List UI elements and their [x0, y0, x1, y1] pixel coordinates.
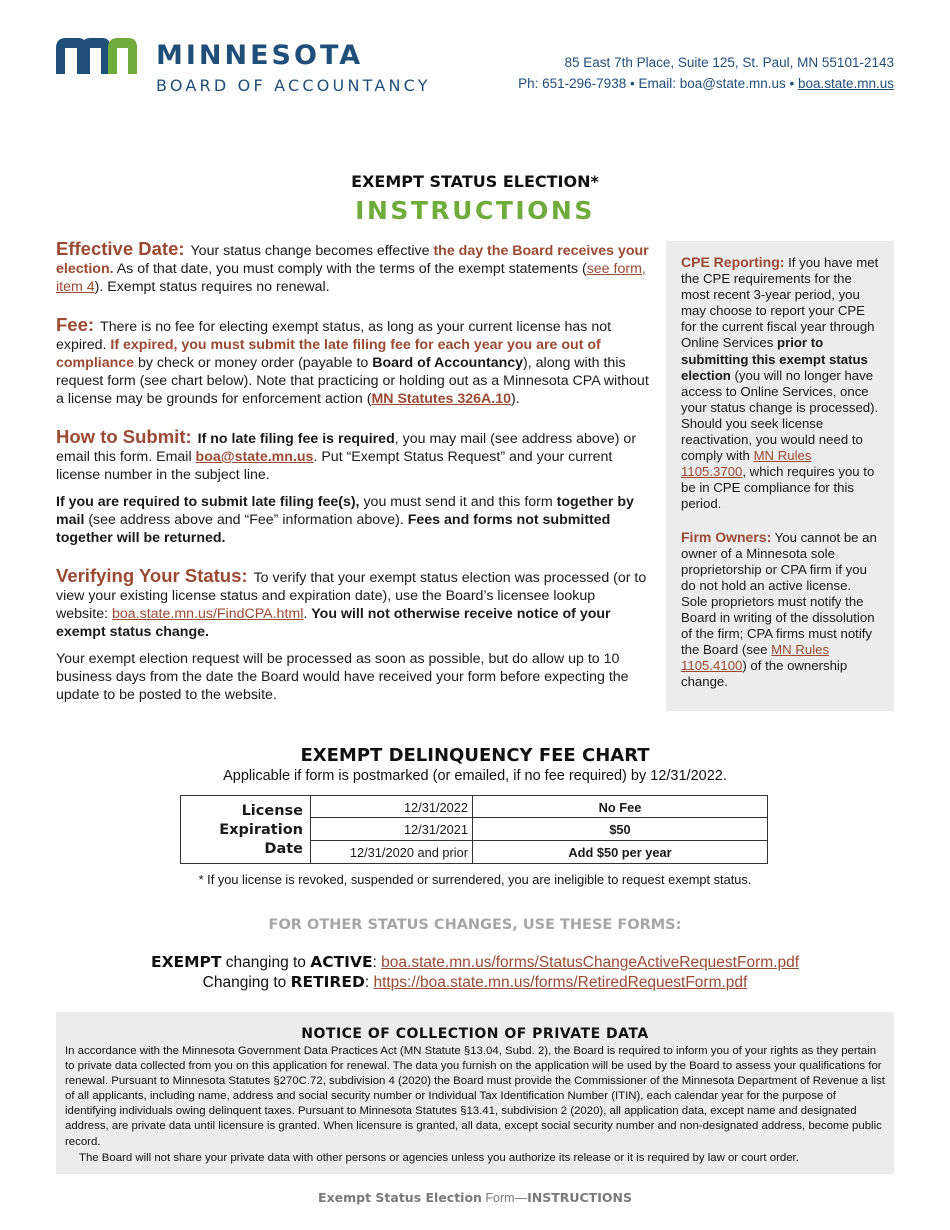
fee-heading: Fee:	[56, 314, 95, 335]
emphasis: RETIRED	[290, 973, 365, 991]
text: Your status change becomes effective	[190, 243, 434, 259]
text: , you may mail (see address above) or email this form. Email	[56, 431, 637, 465]
emphasis: If you are required to submit late filing fee(s),	[56, 494, 360, 510]
logo-subtitle: BOARD OF ACCOUNTANCY	[156, 76, 431, 95]
text: :	[364, 974, 374, 991]
expiration-date-cell: 12/31/2022	[311, 796, 473, 817]
fee-chart-subtitle: Applicable if form is postmarked (or emailed, if no fee required) by 12/31/2022.	[223, 768, 727, 784]
text: by check or money order (payable to	[134, 355, 373, 371]
verify-paragraph	[56, 567, 650, 641]
emphasis: ACTIVE	[310, 953, 373, 971]
phone-email: Ph: 651-296-7938 • Email: boa@state.mn.us •	[518, 76, 798, 91]
active-form-line	[0, 953, 950, 972]
logo-title: MINNESOTA	[156, 40, 364, 71]
label-line: Date	[264, 841, 303, 857]
emphasis: If no late filing fee is required	[197, 431, 395, 447]
table-row	[311, 796, 767, 818]
notice-paragraph: The Board will not share your private data with other persons or agencies unless you authorize its release or it is required by law or court order.	[79, 1151, 799, 1164]
text: .	[303, 606, 312, 622]
verify-status-section	[56, 567, 650, 704]
sidebar	[666, 241, 894, 711]
text: , which requires you to be in CPE compliance for this period.	[681, 464, 875, 512]
doc-title: EXEMPT STATUS ELECTION*	[351, 172, 599, 191]
text: ). Exempt status requires no renewal.	[94, 279, 330, 295]
retired-request-form-link[interactable]: https://boa.state.mn.us/forms/RetiredRequestForm.pdf	[373, 974, 748, 991]
how-to-submit-section	[56, 428, 650, 547]
cpe-reporting-paragraph	[681, 254, 880, 513]
emphasis: If expired, you must submit the late filing fee for each year you are out of compliance	[56, 337, 601, 371]
doc-subtitle: INSTRUCTIONS	[355, 196, 595, 225]
mn-rules-3700-link[interactable]: MN Rules 1105.3700	[681, 448, 812, 480]
phone-email-line	[518, 73, 894, 94]
late-fee-paragraph	[56, 493, 650, 547]
fee-cell: No Fee	[598, 800, 642, 815]
table-row	[311, 818, 767, 841]
email-link[interactable]: boa@state.mn.us	[195, 449, 314, 465]
text: (see address above and “Fee” information above).	[84, 512, 408, 528]
text: changing to	[221, 954, 311, 971]
find-cpa-link[interactable]: boa.state.mn.us/FindCPA.html	[112, 606, 304, 622]
address: 85 East 7th Place, Suite 125, St. Paul, MN 55101-2143	[564, 55, 894, 70]
emphasis: prior to submitting this exempt status election	[681, 335, 868, 383]
text: To verify that your exempt status election was processed (or to view your existing license status and expiration date), use the Board’s licensee lookup website:	[56, 570, 647, 622]
main-instructions	[56, 240, 650, 720]
mn-statutes-link[interactable]: MN Statutes 326A.10	[371, 391, 512, 407]
board-logo	[56, 34, 436, 98]
effective-date-section	[56, 240, 650, 296]
emphasis: INSTRUCTIONS	[527, 1190, 632, 1205]
submit-paragraph	[56, 428, 650, 484]
fee-chart-row-label	[181, 796, 311, 863]
text: ) of the ownership change.	[681, 658, 848, 690]
text: Form—	[481, 1191, 528, 1205]
notice-paragraph: In accordance with the Minnesota Government Data Practices Act (MN Statute §13.04, Subd. 2), the Board is required to inform you of your rights as they pertain to private data collected from you on this application for renewal. The data you furnish on the application will be used by the Board to assess your qualifications for renewal. Pursuant to Minnesota Statutes §270C.72, subdivision 4 (2020) the Board must provide the Commissioner of the Minnesota Department of Revenue a list of all applicants, including name, address and social security number or Individual Tax Identification Number (ITIN), each calendar year for the purpose of identifying individuals owing delinquent taxes. Pursuant to Minnesota Statutes §13.41, subdivision 2 (2020), all application data, except name and designated address, are private data until licensure is granted. When licensure is granted, all data, except social security number and non-designated address, become public record.	[65, 1045, 885, 1148]
emphasis: Board of Accountancy	[372, 355, 524, 371]
fee-chart-title: EXEMPT DELINQUENCY FEE CHART	[300, 745, 650, 766]
fee-cell: Add $50 per year	[568, 845, 672, 860]
fee-paragraph	[56, 316, 650, 408]
table-row	[311, 841, 767, 863]
effective-date-heading: Effective Date:	[56, 238, 185, 259]
text: ), along with this request form (see chart below). Note that practicing or holding out as a Minnesota CPA without a license may be grounds for enforcement action (	[56, 355, 649, 407]
emphasis: Fees and forms not submitted together will be returned.	[56, 512, 611, 546]
text: . Put “Exempt Status Request” and your current license number in the subject line.	[56, 449, 613, 483]
fee-cell: $50	[609, 822, 631, 837]
page-footer	[0, 1190, 950, 1205]
mn-rules-4100-link[interactable]: MN Rules 1105.4100	[681, 642, 830, 674]
how-to-submit-heading: How to Submit:	[56, 426, 192, 447]
emphasis: EXEMPT	[150, 953, 222, 971]
emphasis: You will not otherwise receive notice of your exempt status change.	[56, 606, 611, 640]
see-form-link[interactable]: see form, item 4	[56, 261, 646, 295]
text: There is no fee for electing exempt status, as long as your current license has not expired.	[56, 319, 612, 353]
text: If you have met the CPE requirements for the most recent 3-year period, you may choose to report your CPE for the current fiscal year through Online Services	[681, 255, 879, 351]
cpe-reporting-heading: CPE Reporting:	[681, 254, 785, 270]
effective-date-paragraph	[56, 240, 650, 296]
expiration-date-cell: 12/31/2021	[311, 818, 473, 840]
firm-owners-heading: Firm Owners:	[681, 528, 772, 545]
contact-info	[518, 52, 894, 94]
fee-chart-table	[180, 795, 768, 864]
text: ).	[511, 391, 520, 407]
text: you must send it and this form	[359, 494, 557, 510]
verify-status-heading: Verifying Your Status:	[56, 565, 248, 586]
text: :	[372, 954, 382, 971]
processing-paragraph: Your exempt election request will be processed as soon as possible, but do allow up to 10 business days from the date the Board would have received your form before expecting the update to be posted to the website.	[56, 651, 629, 703]
notice-title: NOTICE OF COLLECTION OF PRIVATE DATA	[301, 1026, 649, 1042]
firm-owners-paragraph	[681, 529, 880, 691]
minnesota-logo-icon	[56, 38, 138, 74]
label-line: Expiration	[219, 822, 303, 838]
retired-form-line	[0, 973, 950, 992]
website-link[interactable]: boa.state.mn.us	[797, 76, 894, 91]
emphasis: together by mail	[56, 494, 634, 528]
fee-chart-footnote: * If you license is revoked, suspended or surrendered, you are ineligible to request exempt status.	[198, 872, 752, 887]
active-request-form-link[interactable]: boa.state.mn.us/forms/StatusChangeActiveRequestForm.pdf	[381, 954, 799, 971]
other-status-title: FOR OTHER STATUS CHANGES, USE THESE FORMS:	[268, 917, 682, 933]
fee-section	[56, 316, 650, 408]
private-data-notice	[56, 1012, 894, 1174]
emphasis: Exempt Status Election	[318, 1190, 482, 1205]
text: As of that date, you must comply with the terms of the exempt statements (	[113, 261, 587, 277]
text: (you will no longer have access to Online Services, once your status change is processed). Should you seek license reactivation, you would need to comply with	[681, 367, 879, 464]
label-line: License	[241, 803, 303, 819]
text: Changing to	[202, 974, 291, 991]
expiration-date-cell: 12/31/2020 and prior	[311, 841, 473, 863]
text: You cannot be an owner of a Minnesota sole proprietorship or CPA firm if you do not hold an active license. Sole proprietors must notify the Board in writing of the dissolution of the firm; CPA firms must notify the Board (see	[681, 529, 877, 658]
emphasis: the day the Board receives your election.	[56, 243, 649, 277]
